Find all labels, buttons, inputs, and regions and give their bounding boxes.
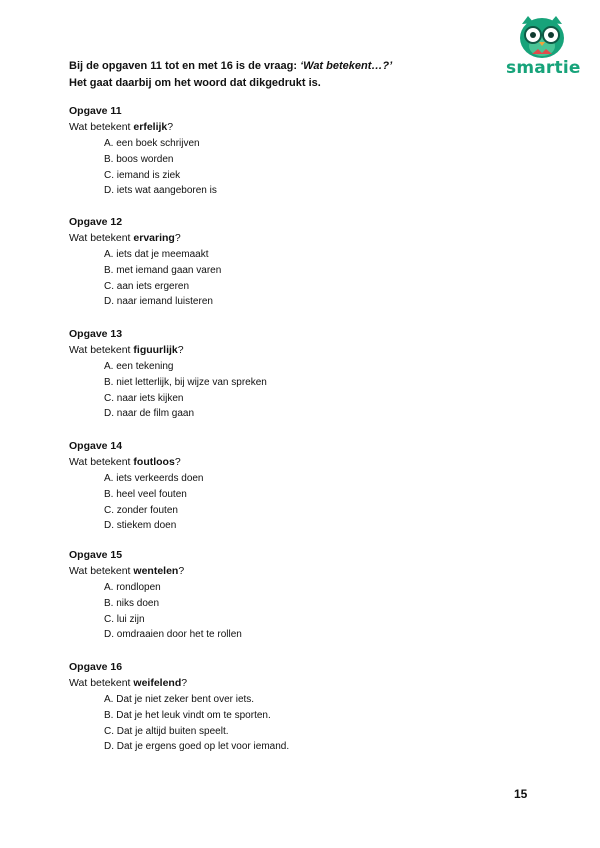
answer-option[interactable]: A. iets verkeerds doen bbox=[104, 473, 204, 484]
question-text bbox=[69, 120, 549, 134]
question-word: wentelen bbox=[133, 565, 179, 577]
answer-option[interactable]: B. Dat je het leuk vindt om te sporten. bbox=[104, 709, 271, 721]
instruction-line-2: Het gaat daarbij om het woord dat dikgedrukt is. bbox=[69, 77, 321, 89]
answer-option[interactable]: B. heel veel fouten bbox=[104, 488, 187, 500]
question-11 bbox=[69, 104, 549, 199]
question-title: Opgave 11 bbox=[69, 105, 122, 117]
question-12 bbox=[69, 215, 549, 310]
answer-option[interactable]: A. Dat je niet zeker bent over iets. bbox=[104, 694, 255, 705]
question-prefix: Wat betekent bbox=[69, 677, 134, 689]
question-title: Opgave 12 bbox=[69, 216, 123, 228]
question-13 bbox=[69, 327, 549, 422]
answer-options bbox=[69, 692, 549, 755]
answer-option[interactable]: D. naar iemand luisteren bbox=[104, 296, 213, 308]
question-text bbox=[69, 455, 549, 469]
question-16 bbox=[69, 660, 549, 755]
answer-option[interactable]: B. niet letterlijk, bij wijze van spreken bbox=[104, 376, 267, 388]
question-suffix: ? bbox=[178, 565, 185, 577]
answer-option[interactable]: B. met iemand gaan varen bbox=[104, 264, 222, 276]
question-title: Opgave 14 bbox=[69, 440, 123, 452]
answer-option[interactable]: C. zonder fouten bbox=[104, 504, 178, 516]
question-title: Opgave 13 bbox=[69, 328, 123, 340]
question-title: Opgave 15 bbox=[69, 549, 123, 561]
question-suffix: ? bbox=[174, 456, 181, 468]
question-suffix: ? bbox=[181, 677, 188, 689]
answer-options bbox=[69, 136, 549, 199]
answer-option[interactable]: A. een boek schrijven bbox=[104, 138, 200, 149]
question-prefix: Wat betekent bbox=[69, 344, 134, 356]
answer-option[interactable]: B. boos worden bbox=[104, 153, 174, 165]
answer-option[interactable]: A. een tekening bbox=[104, 361, 174, 372]
answer-option[interactable]: B. niks doen bbox=[104, 597, 160, 609]
question-text bbox=[69, 564, 549, 578]
answer-option[interactable]: C. iemand is ziek bbox=[104, 169, 181, 181]
answer-option[interactable]: A. iets dat je meemaakt bbox=[104, 249, 209, 260]
answer-option[interactable]: D. naar de film gaan bbox=[104, 408, 195, 420]
question-15 bbox=[69, 548, 549, 643]
question-word: figuurlijk bbox=[133, 344, 178, 356]
question-text bbox=[69, 676, 549, 690]
answer-option[interactable]: D. omdraaien door het te rollen bbox=[104, 629, 242, 641]
question-word: foutloos bbox=[133, 456, 175, 468]
page-number: 15 bbox=[514, 787, 528, 801]
question-word: ervaring bbox=[133, 232, 175, 244]
instruction-question: ‘Wat betekent…?’ bbox=[300, 60, 393, 72]
question-word: erfelijk bbox=[133, 121, 168, 133]
instruction-prefix: Bij de opgaven 11 tot en met 16 is de vraag: bbox=[69, 60, 301, 72]
answer-option[interactable]: C. lui zijn bbox=[104, 613, 145, 625]
question-text bbox=[69, 343, 549, 357]
question-suffix: ? bbox=[177, 344, 184, 356]
instruction-line-1 bbox=[69, 58, 499, 75]
smartie-logo-text: smartie bbox=[506, 58, 581, 78]
answer-option[interactable]: A. rondlopen bbox=[104, 582, 161, 593]
answer-option[interactable]: D. stiekem doen bbox=[104, 520, 177, 532]
answer-options bbox=[69, 471, 549, 534]
question-title: Opgave 16 bbox=[69, 661, 123, 673]
question-prefix: Wat betekent bbox=[69, 456, 134, 468]
question-suffix: ? bbox=[167, 121, 174, 133]
question-14 bbox=[69, 439, 549, 534]
answer-option[interactable]: C. aan iets ergeren bbox=[104, 280, 190, 292]
answer-options bbox=[69, 359, 549, 422]
question-prefix: Wat betekent bbox=[69, 121, 134, 133]
answer-options bbox=[69, 580, 549, 643]
question-text bbox=[69, 231, 549, 245]
answer-option[interactable]: C. Dat je altijd buiten speelt. bbox=[104, 725, 229, 737]
instruction-text bbox=[69, 58, 499, 92]
question-prefix: Wat betekent bbox=[69, 565, 134, 577]
question-prefix: Wat betekent bbox=[69, 232, 134, 244]
question-suffix: ? bbox=[174, 232, 181, 244]
answer-options bbox=[69, 247, 549, 310]
answer-option[interactable]: C. naar iets kijken bbox=[104, 392, 184, 404]
answer-option[interactable]: D. Dat je ergens goed op let voor iemand. bbox=[104, 741, 290, 753]
answer-option[interactable]: D. iets wat aangeboren is bbox=[104, 185, 217, 197]
question-word: weifelend bbox=[133, 677, 182, 689]
